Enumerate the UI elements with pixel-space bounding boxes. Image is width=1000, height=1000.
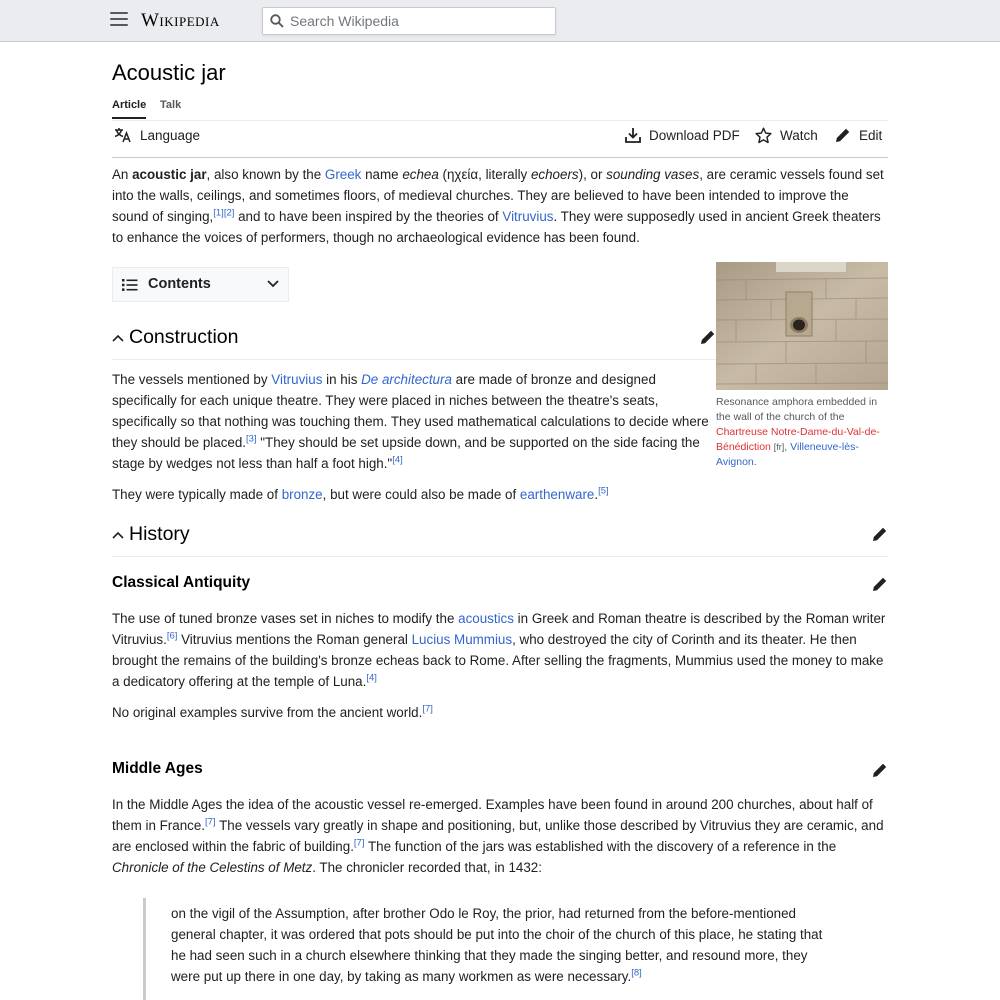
link-acoustics[interactable]: acoustics [458,611,514,626]
link-de-architectura[interactable]: De architectura [361,372,452,387]
text: (ηχεία, literally [438,167,531,182]
text: In the Middle Ages the idea of the acoustic vessel re-emerged. Examples have been found in around 200 churches, about half of them in France. [112,797,873,833]
infobox-figure [716,262,888,470]
text: , who destroyed the city of Corinth and its theater. He then brought the remains of the building's bronze echeas back to Rome. After selling the fragments, Mummius used the money to make a dedicatory offering at the temple of Luna. [112,632,884,689]
text: They were typically made of [112,487,282,502]
blockquote-text [171,903,831,987]
search-input[interactable] [290,11,550,31]
citation-link[interactable]: [3] [246,433,257,445]
bold-term: acoustic jar [132,167,207,182]
tab-talk[interactable]: Talk [160,99,182,111]
link-vitruvius[interactable]: Vitruvius [502,209,554,224]
tabs-divider [112,120,888,121]
figure-caption [716,395,888,470]
text: in Greek and Roman theatre is described by the Roman writer Vitruvius. [112,611,886,647]
citation-link[interactable]: [8] [631,967,642,979]
heading-text: Construction [129,326,239,348]
link-vitruvius[interactable]: Vitruvius [271,372,323,387]
search-box[interactable] [262,7,556,35]
middle-ages-paragraph [112,794,888,878]
construction-paragraph-1 [112,369,715,474]
contents-label: Contents [148,276,211,292]
chevron-up-icon [112,531,124,539]
text: are made of bronze and designed specifically for each unique theatre. They were placed in niches between the theatre's seats, specifically so that nothing was touching them. They used mathematical calculations to decide where they should be placed. [112,372,709,450]
section-heading-history[interactable] [112,523,190,546]
star-icon [755,127,772,144]
pencil-icon[interactable] [872,526,888,542]
language-button[interactable] [114,127,200,143]
page-title: Acoustic jar [112,60,226,85]
text: on the vigil of the Assumption, after brother Odo le Roy, the prior, had returned from the before-mentioned general chapter, it was ordered that pots should be put into the choir of the church of this place, he stating that he had seen such in a church elsewhere thinking that they made the singing better, and resound more, they were put up there in one day, by taking as many workmen as were necessary. [171,906,823,984]
citation-link[interactable]: [7] [205,816,216,828]
text: Vitruvius mentions the Roman general [177,632,412,647]
classical-paragraph-1 [112,608,888,692]
heading-rule [112,359,716,360]
subsection-heading-middle-ages: Middle Ages [112,760,203,777]
citation-link[interactable]: [6] [166,630,178,642]
magnifier-icon [270,14,284,28]
link-lucius-mummius[interactable]: Lucius Mummius [411,632,513,647]
section-heading-construction[interactable] [112,326,238,349]
construction-paragraph-2 [112,484,715,505]
link-villeneuve[interactable]: Villeneuve-lès-Avignon [716,441,859,468]
pencil-icon[interactable] [872,576,888,592]
text: The vessels vary greatly in shape and positioning, but, unlike those described by Vitruvius they are ceramic, and are enclosed within the fabric of building. [112,818,884,854]
watch-button[interactable] [755,127,818,144]
download-pdf-button[interactable] [625,127,740,143]
download-pdf-label: Download PDF [649,127,740,143]
chevron-up-icon [112,334,124,342]
classical-paragraph-2 [112,702,888,723]
pencil-icon[interactable] [700,329,716,345]
toolbar-divider [112,157,888,158]
intro-paragraph [112,164,888,248]
download-icon [625,127,641,143]
text: The use of tuned bronze vases set in niches to modify the [112,611,459,626]
tab-article[interactable]: Article [112,99,146,119]
citation-link[interactable]: [4] [366,672,377,684]
caption-text: , [784,441,791,453]
caption-text: Resonance amphora embedded in the wall of the church of the [716,396,878,423]
watch-label: Watch [780,128,818,143]
language-label: Language [140,127,201,143]
link-greek[interactable]: Greek [324,167,362,182]
citation-link[interactable]: [1] [213,207,224,219]
text: The vessels mentioned by [112,372,272,387]
chevron-down-icon [267,280,279,288]
text: No original examples survive from the ancient world. [112,705,423,720]
citation-link[interactable]: [2] [223,207,235,219]
translate-icon [114,127,132,143]
text: name [361,167,403,182]
link-earthenware[interactable]: earthenware [519,487,595,502]
heading-rule [112,556,888,557]
header-bar [0,0,1000,42]
citation-link[interactable]: [5] [598,485,609,497]
citation-link[interactable]: [7] [353,837,365,849]
text: , but were could also be made of [322,487,520,502]
text: , are ceramic vessels found set into the walls, ceilings, and sometimes floors, of medieval churches. They are believed to have been intended to improve the sound of singing, [112,167,884,224]
text: An [112,167,133,182]
text: "They should be set upside down, and be supported on the side facing the stage by wedges not less than half a foot high." [112,435,700,471]
interlanguage-link[interactable]: [fr] [773,442,785,452]
text: . They were supposedly used in ancient Greek theaters to enhance the voices of performers, though no archaeological evidence has been found. [112,209,881,245]
hamburger-icon[interactable] [110,12,128,28]
italic-term: echoers [530,167,579,182]
italic-term: echea [402,167,439,182]
citation-link[interactable]: [4] [392,454,403,466]
italic-term: sounding vases [606,167,700,182]
page-toolbar [112,127,888,151]
citation-link[interactable]: [7] [422,703,433,715]
wikipedia-logo[interactable]: Wikipedia [141,10,220,31]
text: . [594,487,599,502]
text: , also known by the [206,167,325,182]
text: The function of the jars was established with the discovery of a reference in the [364,839,837,854]
contents-toggle[interactable] [112,267,289,302]
edit-button[interactable] [835,127,882,143]
text: in his [322,372,362,387]
text: . The chronicler recorded that, in 1432: [312,860,542,875]
edit-label: Edit [859,127,883,143]
italic-term: Chronicle of the Celestins of Metz [112,860,313,875]
link-chartreuse[interactable]: Chartreuse Notre-Dame-du-Val-de-Bénédiction [716,426,880,453]
subsection-heading-classical: Classical Antiquity [112,574,251,591]
pencil-icon [835,127,851,143]
caption-text: . [753,456,757,468]
blockquote-bar [143,898,146,1000]
text: and to have been inspired by the theories of [234,209,503,224]
list-icon [122,278,138,292]
text: ), or [578,167,607,182]
amphora-photo[interactable] [716,262,888,390]
link-bronze[interactable]: bronze [281,487,323,502]
heading-text: History [129,523,190,545]
pencil-icon[interactable] [872,762,888,778]
